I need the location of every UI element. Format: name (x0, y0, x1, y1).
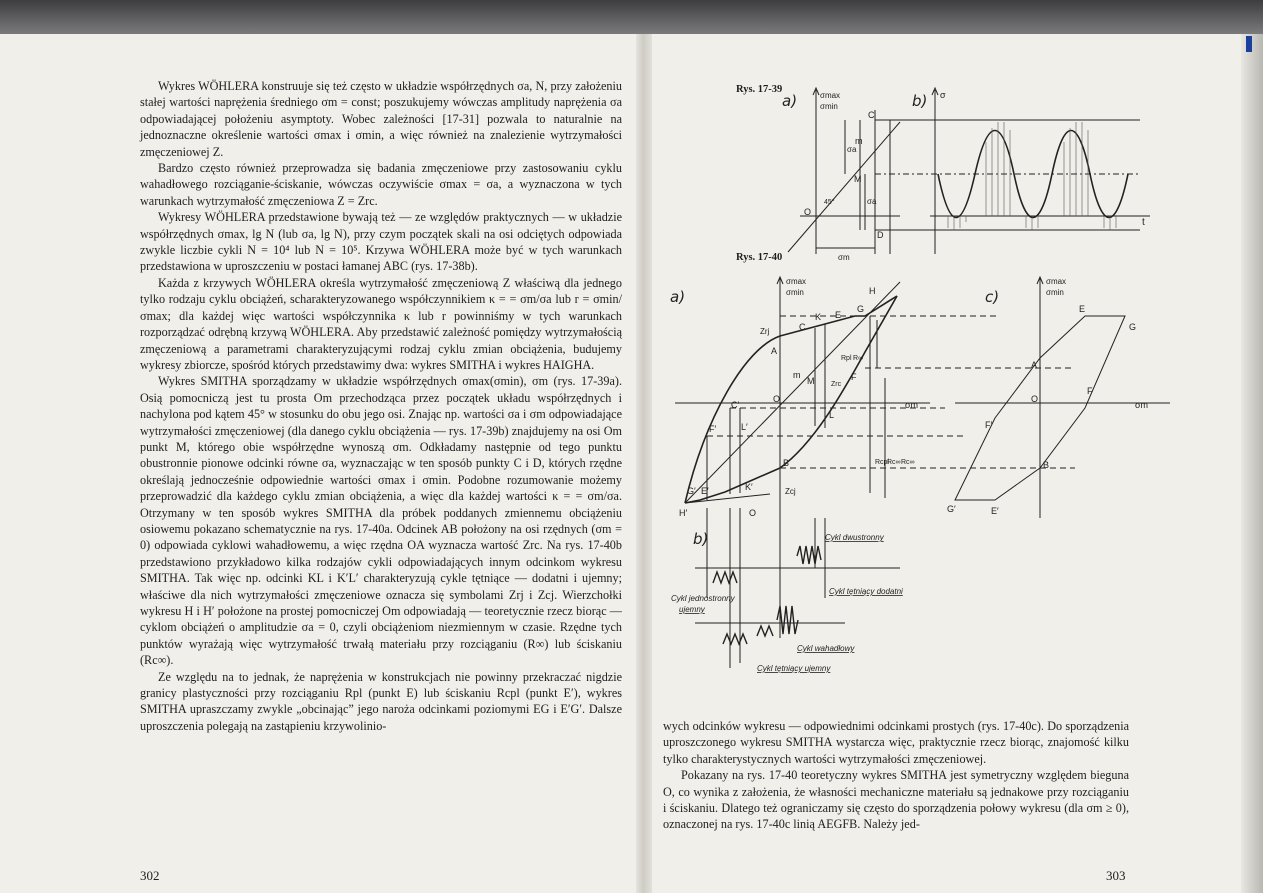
label: m (793, 370, 801, 380)
label: Cykl wahadłowy (797, 644, 855, 653)
label: D (877, 230, 884, 240)
label: Cykl dwustronny (825, 533, 884, 542)
label: F (851, 372, 857, 382)
figure-17-40 (665, 268, 1185, 678)
label: σa (847, 145, 857, 154)
label: σa (867, 197, 877, 206)
label: Rc∞ (901, 459, 915, 466)
label: Cykl tętniący dodatni (829, 587, 903, 596)
label: M (807, 376, 815, 386)
label: Rpl (841, 355, 852, 362)
label: R∞ (853, 355, 864, 362)
label: σmax (786, 277, 807, 286)
left-page-text (140, 78, 622, 734)
label: σmin (786, 288, 804, 297)
label: C (799, 322, 806, 332)
label: σmin (820, 102, 838, 111)
label: A (1031, 360, 1038, 370)
label: Cykl jednostronny (671, 594, 735, 603)
label: c) (985, 288, 1000, 306)
label: σ (940, 90, 946, 100)
label: σmax (820, 91, 841, 100)
label: E (1079, 304, 1086, 314)
label: F (1087, 386, 1093, 396)
paragraph: Pokazany na rys. 17-40 teoretyczny wykres SMITHA jest symetryczny względem bieguna O, co wynika z założenia, że własności mechaniczne materiału są jednakowe przy rozciąganiu i ściskaniu. Dlatego też ograniczamy się często do sporządzenia połowy wykresu (dla σm ≥ 0), oznaczonej na rys. 17-40c linią AEGFB. Należy jed- (663, 768, 1129, 832)
label: O (804, 207, 812, 217)
label: σmin (1046, 288, 1064, 297)
label: b) (912, 92, 928, 110)
label: m (855, 136, 863, 146)
label: Rc∞ (887, 459, 901, 466)
label: σm (838, 253, 850, 262)
label: E′ (701, 486, 709, 496)
label: C′ (731, 400, 740, 410)
book-gutter (636, 34, 652, 893)
label: E (835, 310, 842, 320)
paragraph: Każda z krzywych WÖHLERA określa wytrzymałość zmęczeniową Z właściwą dla jednego tylko rodzaju cyklu obciążeń, scharakteryzowanego współczynnikiem κ = = σm/σa lub r = σmin/σmax; dla każdej więc wartości współczynnika κ lub r powinniśmy w tych warunkach rozporządzać odrębną krzywą WÖHLERA. Aby przedstawić zależność pomiędzy wytrzymałością zmęczeniową a parametrami charakteryzującymi rodzaj cyklu zmian obciążenia, budujemy wykresy zbiorcze, spośród których przedstawimy dwa: wykres SMITHA i wykres HAIGHA. (140, 275, 622, 372)
label: Zcj (785, 487, 796, 496)
paragraph: Ze względu na to jednak, że naprężenia w konstrukcjach nie powinny przekraczać nigdzie granicy plastyczności przy rozciąganiu Rpl (punkt E) lub ściskaniu Rcpl (punkt E′), wykres SMITHA upraszczamy zwykle „obcinając” jego naroża odcinkami poziomymi EG i E′G′. Dalsze uproszczenia polegają na zastąpieniu krzywolinio- (140, 669, 622, 733)
label: Cykl tętniący ujemny (757, 664, 831, 673)
label: O (749, 508, 757, 518)
right-page-text (663, 718, 1129, 833)
paragraph: Wykres WÖHLERA konstruuje się też często w układzie współrzędnych σa, N, przy założeniu stałej wartości naprężenia średniego σm = const; poszukujemy wówczas amplitudy naprężenia σa odpowiadającej położeniu asymptoty. Wobec zależności [17-31] pozwala to naturalnie na jednoznaczne określenie wartości σmax i σmin, a więc również na znalezienie wytrzymałości zmęczeniowej Z. (140, 79, 622, 159)
label: L (829, 410, 835, 420)
label: E′ (991, 506, 999, 516)
label: t (1142, 217, 1145, 228)
label: G′ (947, 504, 956, 514)
label: a) (670, 288, 686, 306)
paragraph: Wykresy WÖHLERA przedstawione bywają też — ze względów praktycznych — w układzie współrzędnych σmax, lg N (lub σa, lg N), przy czym początek skali na osi odciętych odpowiada zwykle liczbie cykli N = 10⁴ lub N = 10⁵. Krzywa WÖHLERA może być w tych warunkach przedstawiona w uproszczeniu w postaci łamanej ABC (rys. 17-38b). (140, 210, 622, 274)
label: H′ (679, 508, 688, 518)
label: a) (782, 92, 798, 110)
label: B (783, 458, 790, 468)
label: G (1129, 322, 1137, 332)
paragraph: Bardzo często również przeprowadza się badania zmęczeniowe przy zastosowaniu cyklu wahadłowego rozciąganie-ściskanie, wówczas oczywiście σmax = σa, a wyznaczona w tych warunkach wytrzymałość zmęczeniowa Z = Zrc. (140, 161, 622, 208)
label: O (773, 394, 781, 404)
label: 45° (824, 199, 835, 206)
label: F′ (709, 424, 717, 434)
label: O (1031, 394, 1039, 404)
page-number-right: 303 (1106, 868, 1126, 883)
label: σm (905, 400, 919, 410)
label: b) (693, 530, 709, 548)
label: K′ (745, 482, 753, 492)
label: Rcpl (875, 459, 890, 466)
label: σm (1135, 400, 1149, 410)
paragraph: wych odcinków wykresu — odpowiednimi odcinkami prostych (rys. 17-40c). Do sporządzenia uproszczonego wykresu SMITHA wystarcza więc, praktycznie rzecz biorąc, znajomość kilku tylko charakterystycznych wartości wytrzymałości zmęczeniowej. (663, 719, 1129, 766)
page-edge (1241, 34, 1263, 893)
figure-label-17-39: Rys. 17-39 (736, 84, 783, 95)
figure-17-39 (780, 82, 1180, 262)
label: σmax (1046, 277, 1067, 286)
label: H (869, 286, 876, 296)
bookmark-tab (1246, 36, 1252, 52)
label: K (815, 312, 822, 322)
label: Zrc (831, 381, 842, 388)
label: F′ (985, 420, 993, 430)
label: C (868, 110, 875, 120)
label: ujemny (679, 605, 705, 614)
page-number-left: 302 (140, 868, 160, 883)
label: L′ (741, 422, 748, 432)
paragraph: Wykres SMITHA sporządzamy w układzie współrzędnych σmax(σmin), σm (rys. 17-39a). Osią pomocniczą jest tu prosta Om przechodząca przez początek układu współrzędnych i nachylona pod kątem 45° w stosunku do obu jego osi. Znając np. wartości σa i σm odpowiadające wytrzymałości zmęczeniowej (dla danego cyklu obciążenia — rys. 17-39b) znajdujemy na osi Om punkt M, którego obie współrzędne wynoszą σm. Odkładamy następnie od tego punktu obustronnie pionowe odcinki równe σa, wyznaczając w ten sposób punkty C i D, których rzędne określają jednocześnie odpowiednie wartości σmax i σmin. Podobne rozumowanie możemy przeprowadzić dla każdego cyklu zmian obciążenia, a więc dla każdej wartości κ = = σm/σa. Otrzymany w ten sposób wykres SMITHA dla próbek poddanych zmiennemu obciążeniu osiowemu pokazano schematycznie na rys. 17-40a. Odcinek AB położony na osi rzędnych (σm = 0) odpowiada cyklowi wahadłowemu, a więc rzędna OA wyznacza wartość Zrc. Na rys. 17-40b przedstawiono przykładowo kilka rodzajów cykli odpowiadających innym odcinkom wykresu SMITHA. Tak więc np. odcinki KL i K′L′ charakteryzują cykle tętniące — dodatni i ujemny; właściwe dla nich wytrzymałości zmęczeniowe oznacza się symbolami Zrj i Zcj. Wierzchołki wykresu H i H′ położone na prostej pomocniczej Om odpowiadają — teoretycznie rzecz biorąc — cyklom obciążeń o amplitudzie σa = 0, czyli obciążeniom niezmiennym w czasie. Rzędne tych punktów wyrażają więc wytrzymałość trwałą materiału przy rozciąganiu (R∞) lub ściskaniu (Rc∞). (140, 374, 622, 668)
label: A (771, 346, 778, 356)
label: G′ (687, 486, 696, 496)
label: G (857, 304, 865, 314)
figure-label-17-40: Rys. 17-40 (736, 252, 783, 263)
label: M (854, 174, 862, 184)
label: Zrj (760, 327, 770, 336)
label: B (1043, 460, 1050, 470)
